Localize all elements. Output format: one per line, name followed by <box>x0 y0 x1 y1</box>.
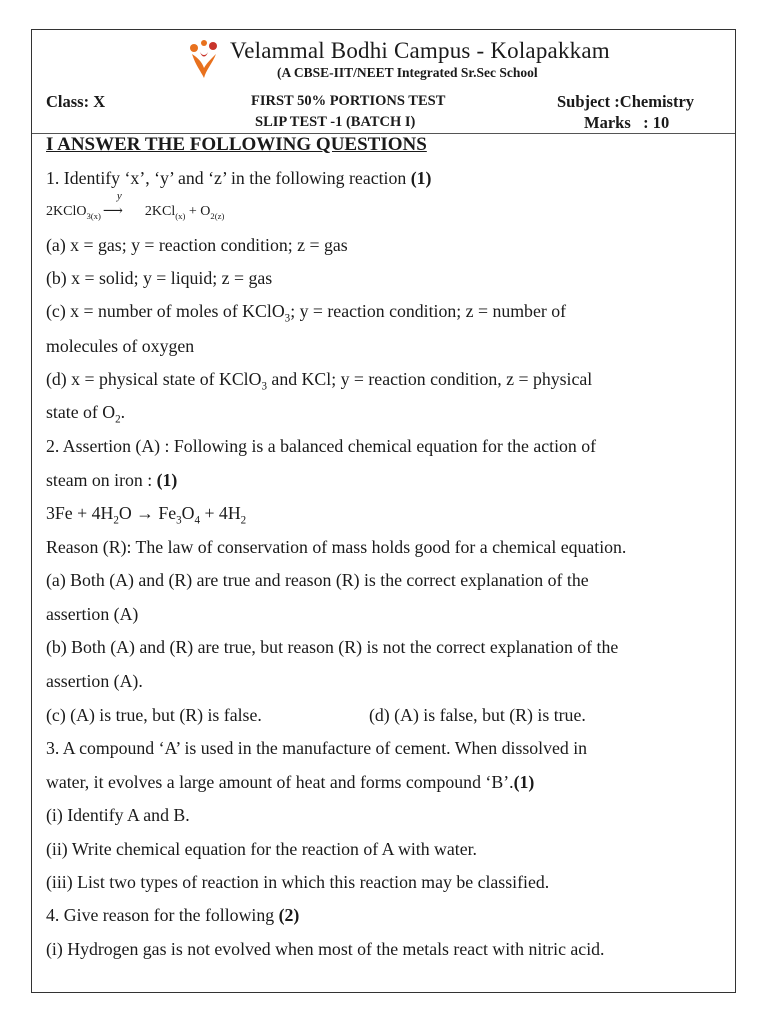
q3-stem-cont: water, it evolves a large amount of heat and forms compound ‘B’.(1) <box>46 772 535 792</box>
q1-option-d-cont: state of $O_2$. <box>46 402 126 426</box>
q3-part-ii: (ii) Write chemical equation for the reaction of A with water. <box>46 839 477 859</box>
class-label: Class: X <box>46 92 106 111</box>
q4-stem: 4. Give reason for the following (2) <box>46 905 300 925</box>
test-title: FIRST 50% PORTIONS TEST <box>251 93 446 109</box>
school-logo <box>186 40 222 80</box>
test-subtitle: SLIP TEST -1 (BATCH I) <box>255 114 416 130</box>
q1-option-a: (a) x = gas; y = reaction condition; z = gas <box>46 235 348 255</box>
q2-option-b: (b) Both (A) and (R) are true, but reason (R) is not the correct explanation of the <box>46 637 619 657</box>
section-heading: I ANSWER THE FOLLOWING QUESTIONS <box>46 134 427 155</box>
school-name: Velammal Bodhi Campus - Kolapakkam <box>230 38 610 63</box>
q3-stem: 3. A compound ‘A’ is used in the manufacture of cement. When dissolved in <box>46 738 588 758</box>
q3-part-iii: (iii) List two types of reaction in which this reaction may be classified. <box>46 872 550 892</box>
q2-assertion: 2. Assertion (A) : Following is a balanced chemical equation for the action of <box>46 436 597 456</box>
q1-stem: 1. Identify ‘x’, ‘y’ and ‘z’ in the following reaction (1) <box>46 168 432 188</box>
q4-part-i: (i) Hydrogen gas is not evolved when most of the metals react with nitric acid. <box>46 939 605 959</box>
q2-assertion-cont: steam on iron : (1) <box>46 470 178 490</box>
marks-label: Marks : 10 <box>584 113 670 132</box>
q2-option-a-cont: assertion (A) <box>46 604 139 624</box>
school-tagline: (A CBSE-IIT/NEET Integrated Sr.Sec School <box>277 65 538 80</box>
q1-option-d: (d) x = physical state of KClO$_3$ and KCl; y = reaction condition, z = physical <box>46 369 593 393</box>
q2-option-b-cont: assertion (A). <box>46 671 143 691</box>
q2-option-a: (a) Both (A) and (R) are true and reason (R) is the correct explanation of the <box>46 570 589 590</box>
q1-option-b: (b) x = solid; y = liquid; z = gas <box>46 268 273 288</box>
q3-part-i: (i) Identify A and B. <box>46 805 190 825</box>
reaction-arrow: y ⟶ <box>102 190 123 219</box>
q1-option-c-cont: molecules of oxygen <box>46 336 195 356</box>
q1-equation: 2KClO$_{3(x)}$ y ⟶ $2KCl_{(x)} + O_{2(z)}$ <box>46 190 225 221</box>
q1-option-c: (c) x = number of moles of KClO$_3$; y = reaction condition; z = number of <box>46 301 567 325</box>
q2-reason: Reason (R): The law of conservation of mass holds good for a chemical equation. <box>46 537 627 557</box>
q2-equation: $3Fe + 4H_2O \to Fe_3O_4 + 4H_2$ <box>46 503 247 527</box>
subject-label: Subject :Chemistry <box>557 92 695 111</box>
q2-option-d: (d) (A) is false, but (R) is true. <box>369 705 586 725</box>
q2-option-c: (c) (A) is true, but (R) is false. <box>46 705 262 725</box>
